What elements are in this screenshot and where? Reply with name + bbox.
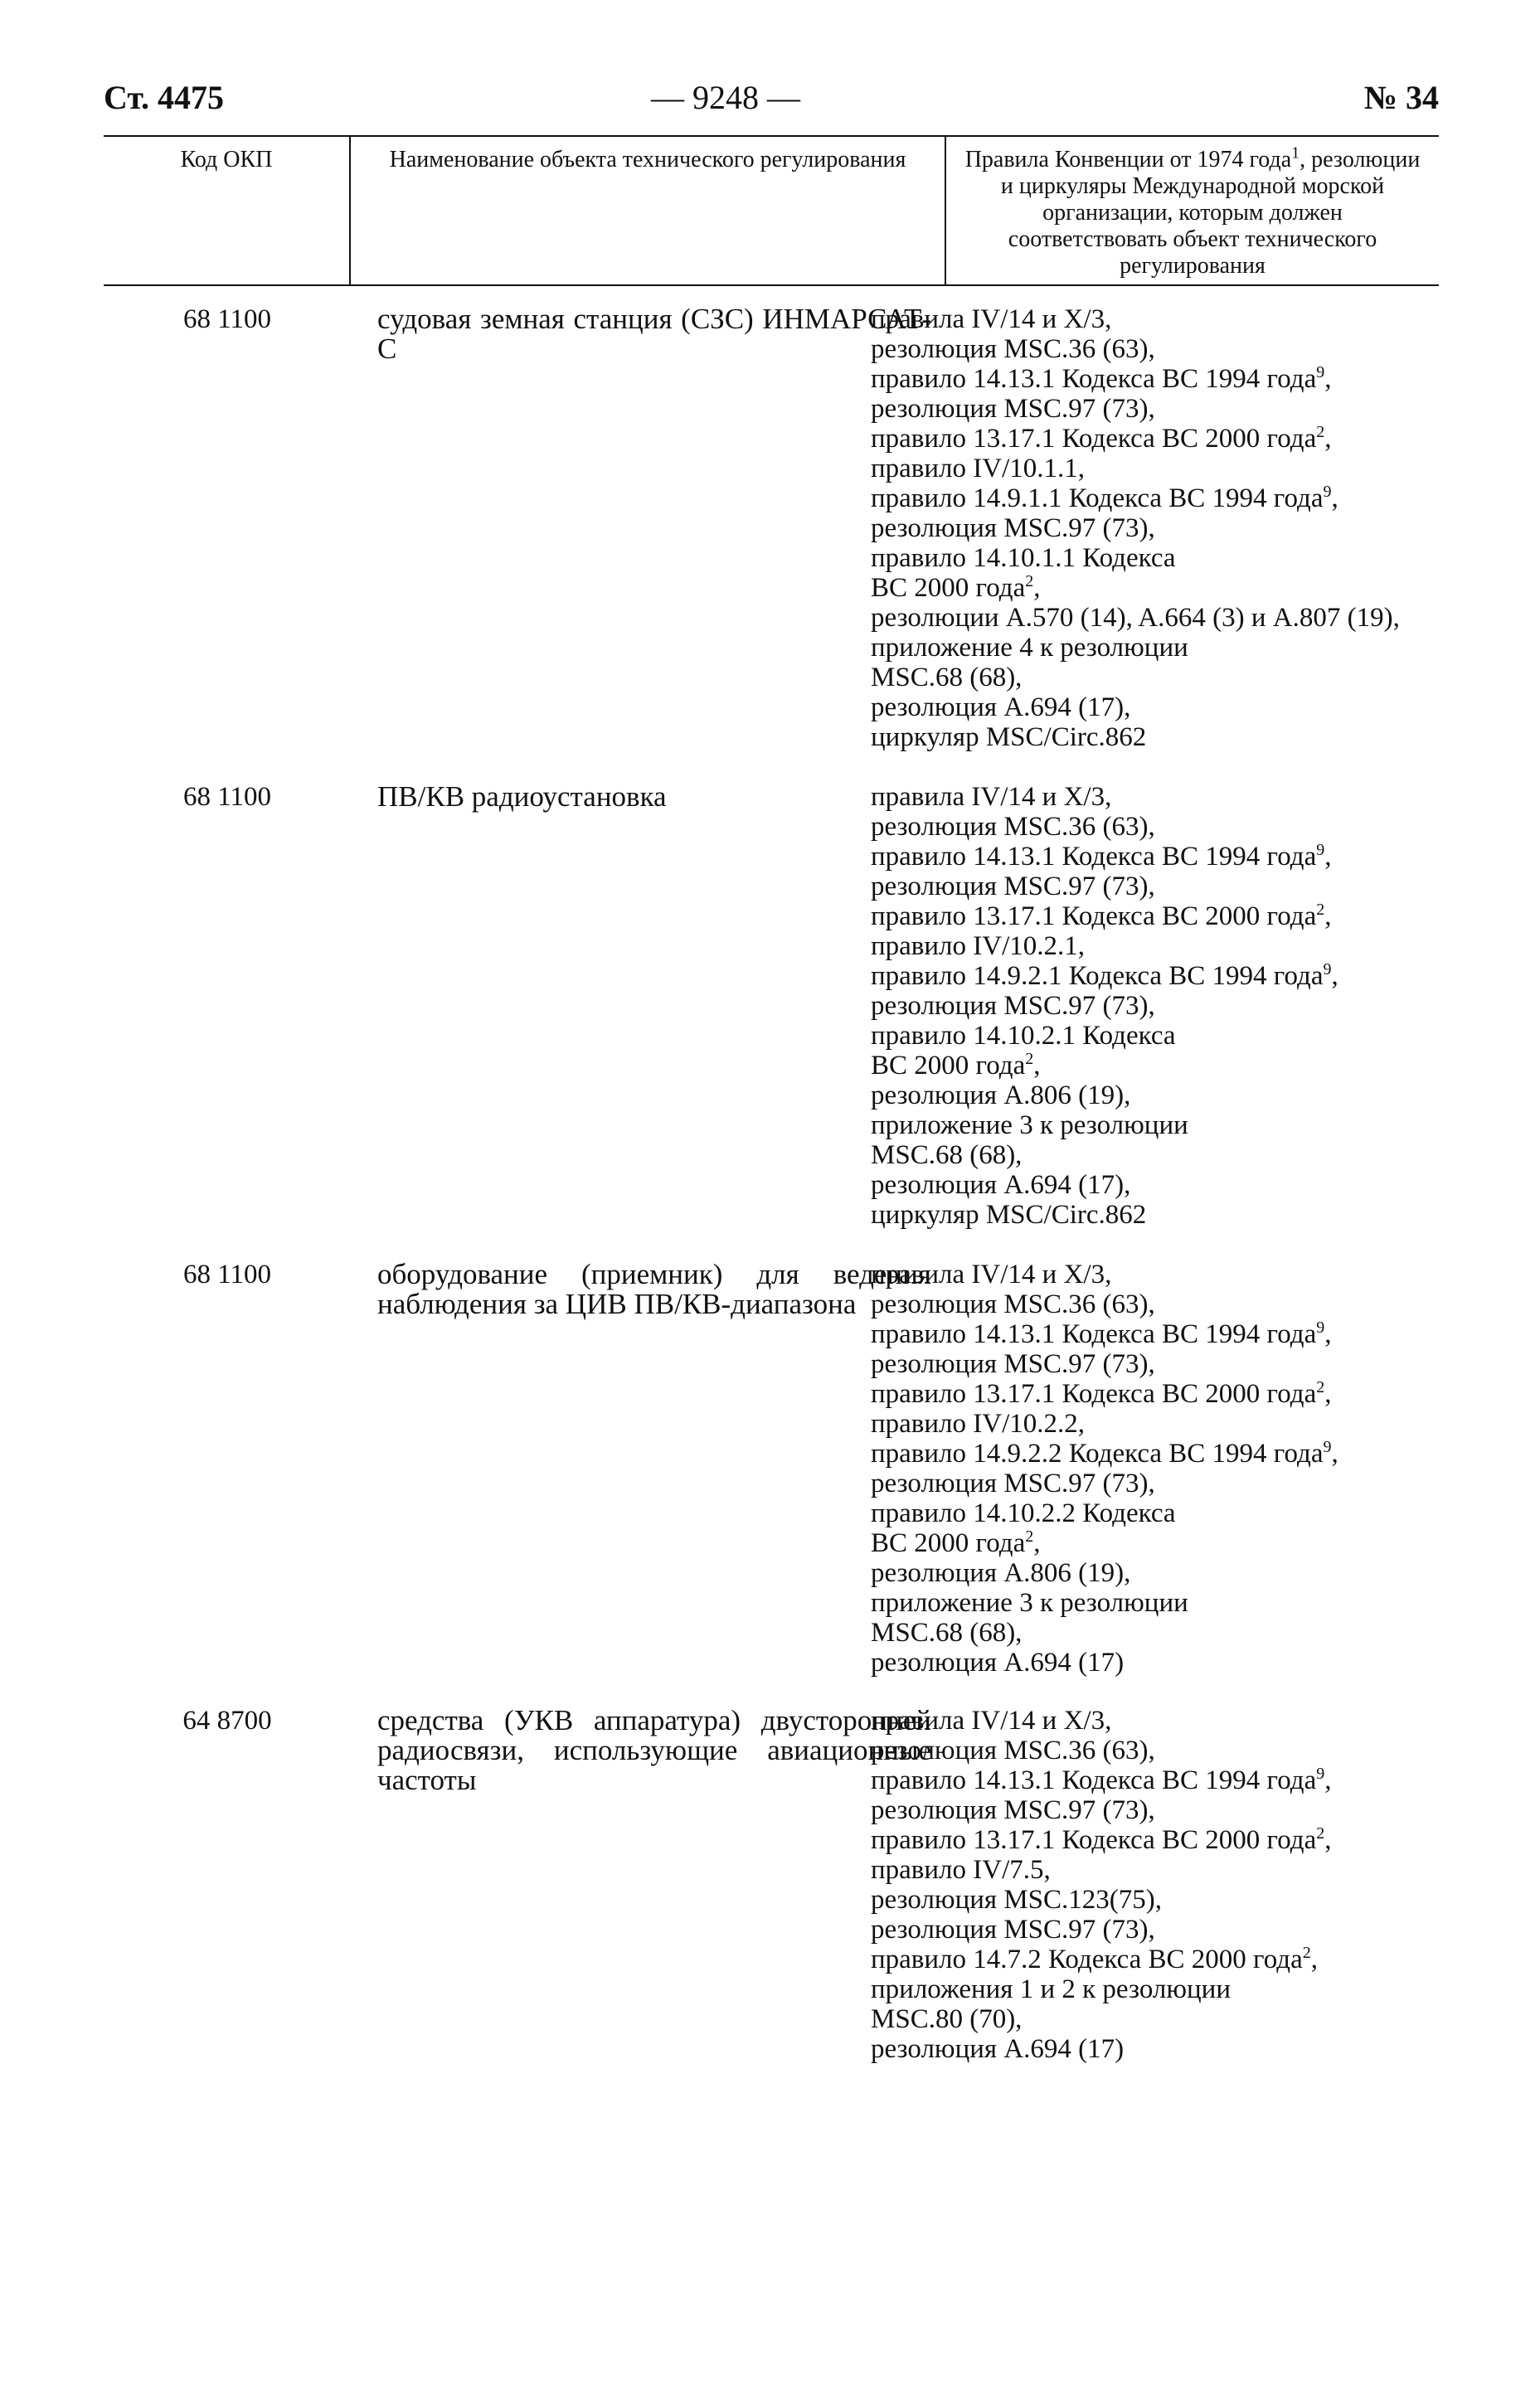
rule-text: резолюция A.694 (17) [871,2034,1125,2064]
rule-line [871,483,1439,513]
rule-punct: , [1033,1528,1041,1558]
header-rules [946,137,1439,284]
okp-code: 64 8700 [182,1706,272,1736]
rule-text: приложение 3 к резолюции [871,1110,1188,1140]
rule-line [871,812,1439,842]
rule-line [871,1200,1439,1230]
rule-text: резолюция MSC.36 (63), [871,1289,1155,1319]
rule-text: правило IV/10.2.1, [871,931,1086,961]
rule-line [871,1170,1439,1200]
rule-text: правила IV/14 и X/3, [871,782,1112,812]
rule-line [871,782,1439,812]
footnote-marker: 2 [1316,1378,1325,1396]
rule-line [871,513,1439,543]
rules-list [871,1260,1439,1678]
rule-text: резолюция MSC.36 (63), [871,812,1155,842]
footnote-marker: 2 [1025,1527,1034,1546]
rule-line [871,722,1439,752]
rule-text: резолюция A.694 (17), [871,692,1131,722]
footnote-marker: 9 [1316,1318,1325,1337]
okp-code: 68 1100 [182,304,272,334]
rule-punct: , [1324,1379,1332,1409]
rule-text: правило 13.17.1 Кодекса ВС 2000 года [871,424,1317,454]
rule-text: циркуляр MSC/Circ.862 [871,722,1147,752]
rule-text: MSC.68 (68), [871,1618,1023,1648]
rule-text: резолюция A.694 (17) [871,1648,1125,1678]
rule-line [871,1528,1439,1558]
rule-text: резолюция MSC.97 (73), [871,513,1155,543]
rule-text: правило 14.10.2.1 Кодекса [871,1021,1176,1051]
page-header [104,73,1439,123]
rule-punct: , [1324,364,1332,394]
footnote-marker: 9 [1323,483,1332,501]
footnote-marker: 2 [1316,901,1325,919]
rule-line [871,1260,1439,1289]
footnote-marker: 2 [1025,1050,1034,1068]
rule-line [871,364,1439,394]
rule-line [871,1349,1439,1379]
rule-text: правило 14.9.2.2 Кодекса ВС 1994 года [871,1439,1324,1469]
rule-punct: , [1324,1825,1332,1855]
rule-punct: , [1324,1765,1332,1795]
rule-line [871,842,1439,872]
rule-text: резолюция A.806 (19), [871,1558,1131,1588]
rule-line [871,1498,1439,1528]
rule-punct: , [1331,1439,1338,1469]
rule-line [871,1558,1439,1588]
rule-line [871,1469,1439,1498]
header-okp-code: Код ОКП [104,137,351,284]
rule-line [871,543,1439,573]
rule-line [871,1765,1439,1795]
rule-line [871,1945,1439,1974]
rule-line [871,991,1439,1021]
object-name: средства (УКВ аппаратура) двусторонней радиосвязи, использующие авиационные частоты [377,1704,931,1796]
rule-line [871,424,1439,454]
footnote-marker: 9 [1316,1765,1325,1783]
header-object-name: Наименование объекта технического регулирования [351,137,946,284]
okp-code: 68 1100 [182,782,272,812]
rule-text: резолюции A.570 (14), A.664 (3) и A.807 (19), [871,603,1400,633]
rule-text: ВС 2000 года [871,1528,1026,1558]
rule-text: правило 14.7.2 Кодекса ВС 2000 года [871,1945,1303,1974]
rule-text: резолюция MSC.97 (73), [871,872,1155,901]
rule-text: резолюция MSC.97 (73), [871,991,1155,1021]
rule-text: резолюция MSC.97 (73), [871,1795,1155,1825]
rule-line [871,1081,1439,1110]
rule-text: правило 14.9.2.1 Кодекса ВС 1994 года [871,961,1324,991]
rule-text: резолюция MSC.123(75), [871,1885,1163,1915]
rule-line [871,603,1439,633]
footnote-marker: 2 [1302,1944,1311,1962]
rule-line [871,1051,1439,1081]
rule-text: правило 14.13.1 Кодекса ВС 1994 года [871,1765,1317,1795]
rules-list [871,782,1439,1230]
rule-line [871,2004,1439,2034]
rule-text: MSC.68 (68), [871,663,1023,692]
rule-text: правило 14.13.1 Кодекса ВС 1994 года [871,1319,1317,1349]
okp-code: 68 1100 [182,1260,272,1289]
rule-line [871,633,1439,663]
rule-line [871,394,1439,424]
rule-line [871,1319,1439,1349]
rule-line [871,1140,1439,1170]
rules-list [871,304,1439,752]
rule-text: правило 14.13.1 Кодекса ВС 1994 года [871,842,1317,872]
header-rules-footnote: 1 [1291,143,1300,163]
rule-punct: , [1033,1051,1041,1081]
rule-text: правило 14.10.2.2 Кодекса [871,1498,1176,1528]
header-rules-rest: , резолюции и циркуляры Международной морской организации, которым должен соответствовать объект технического регулирования [1000,147,1421,279]
rule-line [871,1736,1439,1765]
rule-line [871,1795,1439,1825]
rule-text: правило 13.17.1 Кодекса ВС 2000 года [871,901,1317,931]
rule-text: правило 14.9.1.1 Кодекса ВС 1994 года [871,483,1324,513]
page-column-number: Ст. 4475 [104,79,224,116]
rule-text: приложение 3 к резолюции [871,1588,1188,1618]
rule-line [871,304,1439,334]
table-header [104,135,1439,286]
rule-line [871,872,1439,901]
rule-text: циркуляр MSC/Circ.862 [871,1200,1147,1230]
rule-line [871,1825,1439,1855]
rule-punct: , [1033,573,1041,603]
object-name: ПВ/КВ радиоустановка [377,780,667,813]
rule-punct: , [1331,483,1338,513]
footnote-marker: 2 [1316,1824,1325,1843]
rule-line [871,1915,1439,1945]
rule-text: MSC.68 (68), [871,1140,1023,1170]
footnote-marker: 2 [1025,572,1034,590]
footnote-marker: 9 [1316,841,1325,859]
rule-text: правила IV/14 и X/3, [871,304,1112,334]
rule-punct: , [1324,424,1332,454]
rule-text: резолюция MSC.97 (73), [871,394,1155,424]
rule-text: правила IV/14 и X/3, [871,1260,1112,1289]
rule-text: приложение 4 к резолюции [871,633,1188,663]
rule-text: резолюция MSC.97 (73), [871,1915,1155,1945]
rule-text: резолюция A.806 (19), [871,1081,1131,1110]
rule-text: правило 14.10.1.1 Кодекса [871,543,1176,573]
rule-line [871,1289,1439,1319]
object-name: судовая земная станция (СЗС) ИНМАРСАТ-С [377,303,931,365]
regulation-table [104,135,1439,2064]
header-rules-main: Правила Конвенции от 1974 года [964,147,1292,172]
rule-line [871,931,1439,961]
footnote-marker: 9 [1316,363,1325,381]
rule-line [871,692,1439,722]
rule-line [871,1021,1439,1051]
rules-list [871,1706,1439,2064]
issue-number: № 34 [1363,79,1439,116]
rule-text: MSC.80 (70), [871,2004,1023,2034]
rule-text: правило 14.13.1 Кодекса ВС 1994 года [871,364,1317,394]
rule-line [871,334,1439,364]
rule-punct: , [1331,961,1338,991]
rule-text: резолюция A.694 (17), [871,1170,1131,1200]
rule-line [871,573,1439,603]
rule-text: резолюция MSC.36 (63), [871,1736,1155,1765]
rule-line [871,1855,1439,1885]
rule-line [871,1648,1439,1678]
rule-text: правило 13.17.1 Кодекса ВС 2000 года [871,1379,1317,1409]
rule-punct: , [1324,901,1332,931]
rule-line [871,663,1439,692]
rule-text: правило IV/7.5, [871,1855,1051,1885]
rule-line [871,1409,1439,1439]
page-number: — 9248 — [651,79,800,116]
rule-text: правило IV/10.2.2, [871,1409,1086,1439]
rule-line [871,1588,1439,1618]
rule-text: ВС 2000 года [871,573,1026,603]
footnote-marker: 9 [1323,1438,1332,1456]
rule-line [871,1974,1439,2004]
rule-text: правило 13.17.1 Кодекса ВС 2000 года [871,1825,1317,1855]
rule-line [871,1706,1439,1736]
footnote-marker: 2 [1316,423,1325,441]
rule-line [871,1439,1439,1469]
rule-text: приложения 1 и 2 к резолюции [871,1974,1231,2004]
rule-line [871,1110,1439,1140]
rule-line [871,961,1439,991]
rule-text: правила IV/14 и X/3, [871,1706,1112,1736]
rule-line [871,2034,1439,2064]
rule-punct: , [1324,842,1332,872]
rule-text: резолюция MSC.97 (73), [871,1469,1155,1498]
object-name: оборудование (приемник) для ведения наблюдения за ЦИВ ПВ/КВ-диапазона [377,1258,931,1320]
rule-line [871,454,1439,483]
rule-text: резолюция MSC.36 (63), [871,334,1155,364]
rule-text: резолюция MSC.97 (73), [871,1349,1155,1379]
rule-punct: , [1324,1319,1332,1349]
rule-punct: , [1310,1945,1318,1974]
footnote-marker: 9 [1323,960,1332,979]
rule-line [871,901,1439,931]
rule-line [871,1379,1439,1409]
rule-line [871,1618,1439,1648]
rule-line [871,1885,1439,1915]
rule-text: ВС 2000 года [871,1051,1026,1081]
rule-text: правило IV/10.1.1, [871,454,1086,483]
